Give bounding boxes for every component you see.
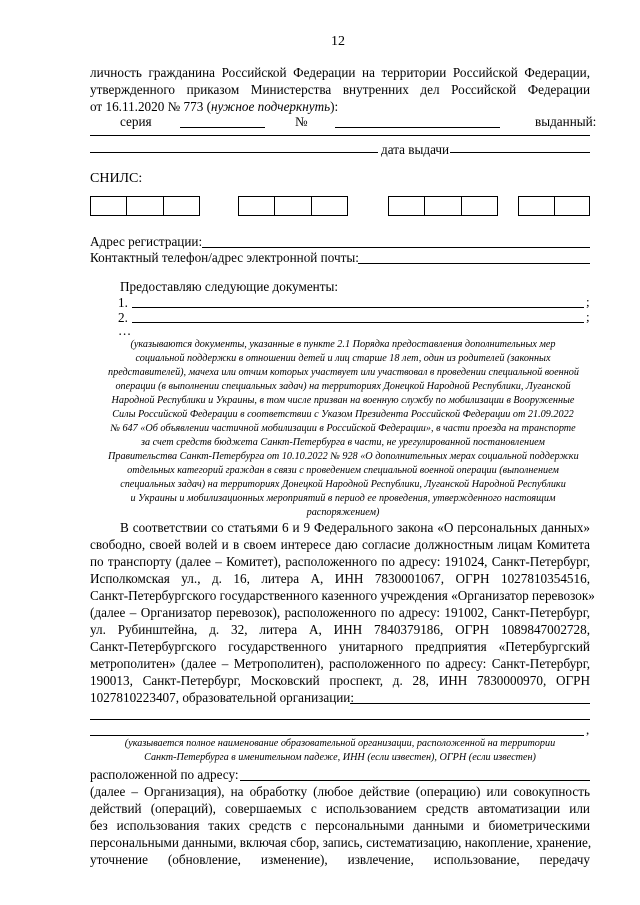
document-item-2-number: 2. (118, 310, 128, 325)
intro-line-1: личность гражданина Российской Федерации на территории Российской Федерации, (90, 65, 590, 80)
snils-group-3[interactable] (388, 196, 498, 216)
snils-checksum[interactable] (518, 196, 590, 216)
documents-heading: Предоставляю следующие документы: (120, 279, 339, 294)
contact-field[interactable] (358, 263, 590, 264)
intro-line-3-italic: нужное подчеркнуть (210, 99, 331, 114)
address-field[interactable] (202, 247, 590, 248)
processing-line-1: (далее – Организация), на обработку (любое действие (операцию) или совокупность (90, 784, 590, 799)
consent-line-2: свободно, своей волей и в своем интересе даю согласие должностным лицам Комитета (90, 537, 590, 552)
processing-line-2: действий (операций), совершаемых с использованием средств автоматизации или (90, 801, 590, 816)
note-line-4: операции (в выполнении специальных задач) на территориях Донецкой Народной Республики, Луганской (115, 381, 571, 392)
issued-by-field[interactable] (90, 135, 590, 136)
note-line-10: отдельных категорий граждан в связи с проведением специальной военной операции (выполнением (127, 465, 559, 476)
snils-group-1[interactable] (90, 196, 200, 216)
consent-line-5: Санкт-Петербургского государственного казенного учреждения «Организатор перевозок» (90, 588, 595, 603)
consent-line-11: 1027810223407, образовательной организации: (90, 690, 355, 705)
org-name-field-2[interactable] (90, 719, 590, 720)
org-name-field-3[interactable] (90, 735, 584, 736)
consent-line-8: Санкт-Петербургского государственного унитарного предприятия «Петербургский (90, 639, 590, 654)
note-line-13: распоряжением) (306, 507, 380, 518)
document-item-2-field[interactable] (132, 322, 584, 323)
consent-line-3: по транспорту (далее – Комитет), расположенного по адресу: 191024, Санкт-Петербург, (90, 554, 590, 569)
note-line-7: № 647 «Об объявлении частичной мобилизации в Российской Федерации», в части проезда на транспорте (110, 423, 576, 434)
address-label: Адрес регистрации: (90, 234, 203, 249)
consent-line-4: Исполкомская ул., д. 16, литера А, ИНН 7830001067, ОГРН 1027810354516, (90, 571, 590, 586)
issued-label: выданный: (535, 114, 597, 129)
documents-ellipsis: … (118, 323, 132, 338)
note-line-9: Правительства Санкт-Петербурга от 10.10.2022 № 928 «О дополнительных мерах социальной поддержки (108, 451, 579, 462)
note-line-11: специальных задач) на территориях Донецкой Народной Республики, Луганской Народной Республики (120, 479, 566, 490)
note-line-5: Народной Республики и Украины, в том числе призван на военную службу по мобилизации в Вооруженные (111, 395, 575, 406)
note-line-12: и Украины и мобилизационных мероприятий в период ее проведения, утвержденного настоящим (130, 493, 556, 504)
note-line-2: социальной поддержки в отношении детей и лиц старше 18 лет, один из родителей (законных (135, 353, 551, 364)
org-address-field[interactable] (240, 780, 590, 781)
series-label: серия (120, 114, 152, 129)
org-name-end: , (586, 722, 590, 737)
number-label: № (295, 114, 308, 129)
document-item-1-field[interactable] (132, 307, 584, 308)
consent-line-1: В соответствии со статьями 6 и 9 Федерального закона «О персональных данных» (120, 520, 590, 535)
consent-line-6: (далее – Организатор перевозок), расположенного по адресу: 191002, Санкт-Петербург, (90, 605, 590, 620)
intro-line-3-prefix: от 16.11.2020 № 773 ( (90, 99, 211, 114)
org-note-line-2: Санкт-Петербурга в именительном падеже, ИНН (если известен), ОГРН (если известен) (144, 752, 536, 763)
issue-date-field[interactable] (450, 152, 590, 153)
processing-line-3: без использования таких средств с персональными данными и биометрическими (90, 818, 590, 833)
consent-line-7: ул. Рубинштейна, д. 32, литера А, ИНН 7840379186, ОГРН 1089847002728, (90, 622, 590, 637)
note-line-6: Силы Российской Федерации в соответствии с Указом Президента Российской Федерации от 21.09.2022 (112, 409, 574, 420)
intro-line-2: утвержденного приказом Министерства внутренних дел Российской Федерации (90, 82, 590, 97)
note-line-3: представителей), мачеха или отчим которых участвует или участвовал в проведении специальной военной (108, 367, 579, 378)
consent-line-9: метрополитен» (далее – Метрополитен), расположенного по адресу: Санкт-Петербург, (90, 656, 590, 671)
processing-line-5: уточнение (обновление, изменение), извлечение, использование, передачу (90, 852, 590, 867)
note-line-1: (указываются документы, указанные в пункте 2.1 Порядка предоставления дополнительных мер (130, 339, 556, 350)
intro-line-3-suffix: ): (330, 99, 339, 114)
snils-label: СНИЛС: (90, 171, 143, 186)
series-field[interactable] (180, 127, 265, 128)
org-note-line-1: (указывается полное наименование образовательной организации, расположенной на территории (124, 738, 556, 749)
note-line-8: за счет средств бюджета Санкт-Петербурга в части, не урегулированной постановлением (141, 437, 545, 448)
issued-by-field-2[interactable] (90, 152, 378, 153)
document-item-1-end: ; (586, 294, 590, 309)
page-number: 12 (331, 34, 345, 49)
contact-label: Контактный телефон/адрес электронной почты: (90, 250, 359, 265)
snils-group-2[interactable] (238, 196, 348, 216)
document-item-1-number: 1. (118, 295, 128, 310)
consent-line-10: 190013, Санкт-Петербург, Московский проспект, д. 28, ИНН 7830000970, ОГРН (90, 673, 590, 688)
org-address-label: расположенной по адресу: (90, 767, 239, 782)
document-item-2-end: ; (586, 309, 590, 324)
number-field[interactable] (335, 127, 500, 128)
org-name-field[interactable] (350, 703, 590, 704)
issue-date-label: дата выдачи (381, 142, 450, 157)
processing-line-4: персональными данными, включая сбор, запись, систематизацию, накопление, хранение, (90, 835, 592, 850)
